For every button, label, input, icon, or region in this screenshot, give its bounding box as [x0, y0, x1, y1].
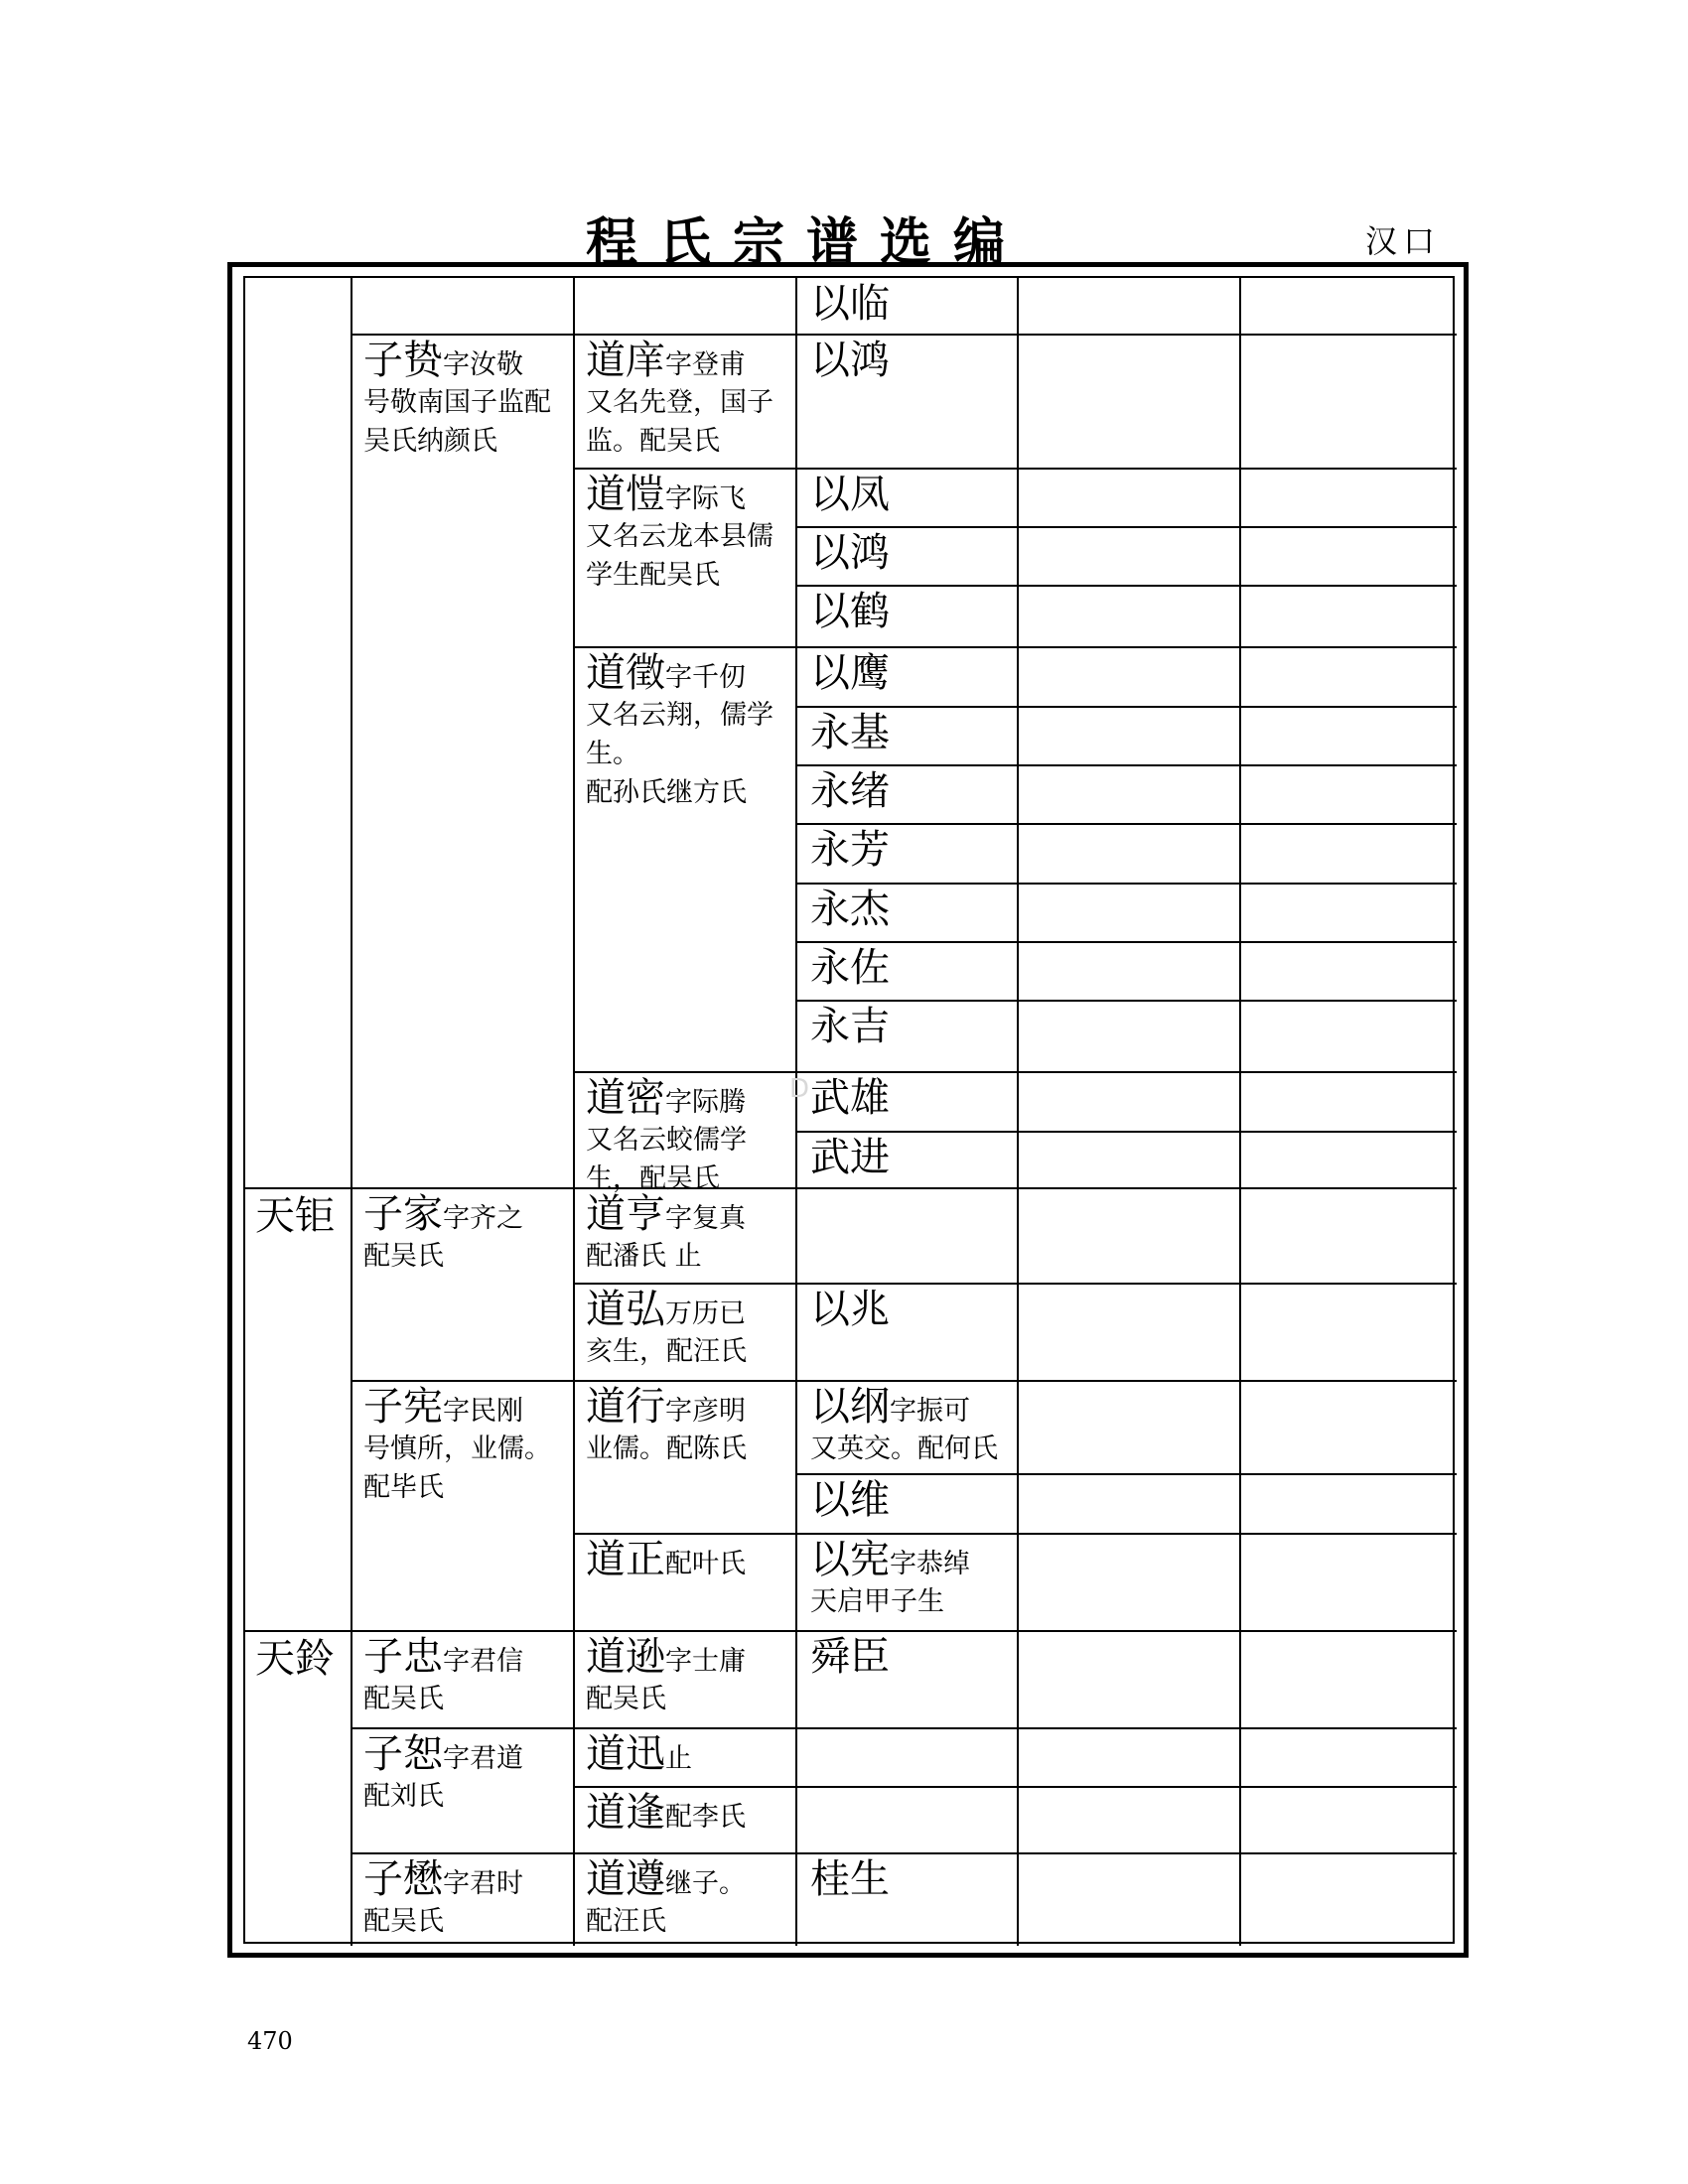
courtesy-name: 字复真: [665, 1203, 746, 1234]
tian-name: 天鈴: [255, 1636, 335, 1682]
person-note: 配吴氏: [363, 1241, 444, 1272]
person-note: 配刘氏: [363, 1781, 444, 1812]
yi-generation-name: 永吉: [810, 1004, 890, 1049]
person-note: 又英交。配何氏: [810, 1433, 998, 1464]
place-label: 汉口: [1365, 222, 1442, 260]
courtesy-name: 字恭绰: [890, 1549, 970, 1579]
person-note: 又名云蛟儒学生，配吴氏: [586, 1125, 747, 1195]
yi-generation-name: 桂生: [810, 1856, 890, 1902]
person-name: 道逢: [586, 1790, 665, 1836]
person-note: 配汪氏: [586, 1906, 666, 1937]
person-name: 子贽: [363, 338, 443, 383]
dao-generation-entry: [574, 469, 796, 595]
person-name: 子懋: [363, 1856, 443, 1902]
person-name: 道密: [586, 1075, 665, 1121]
dao-generation-entry: [574, 1072, 796, 1198]
zi-generation-entry: [352, 335, 574, 461]
person-name: 道愷: [586, 472, 665, 517]
person-name: 道亨: [586, 1191, 665, 1237]
person-name: 子家: [363, 1191, 443, 1237]
yi-generation-name: 永杰: [810, 887, 890, 932]
courtesy-name: 继子。: [665, 1868, 746, 1899]
yi-generation-name: 以鸿: [810, 530, 890, 576]
person-name: 道弘: [586, 1287, 665, 1332]
person-note-spouse: 配孙氏继方氏: [586, 777, 747, 809]
yi-generation-name: 永绪: [810, 768, 890, 814]
person-name: 子忠: [363, 1634, 443, 1680]
person-note: 亥生，配汪氏: [586, 1336, 747, 1367]
yi-generation-name: 以临: [810, 281, 890, 327]
courtesy-name: 字彦明: [665, 1396, 746, 1427]
person-note: 又名先登，国子监。配吴氏: [586, 387, 774, 458]
person-name: 道正: [586, 1537, 665, 1582]
courtesy-name: 万历已: [665, 1298, 746, 1329]
yi-generation-name: 以鸿: [810, 338, 890, 383]
person-note: 又名云龙本县儒学生配吴氏: [586, 521, 774, 592]
zi-generation-entry: [352, 1728, 574, 1816]
watermark: D: [789, 1074, 810, 1104]
person-note: 天启甲子生: [810, 1586, 944, 1617]
dao-generation-entry: [574, 1534, 796, 1582]
person-note: 号慎所，业儒。配毕氏: [363, 1433, 551, 1504]
page-title: 程氏宗谱选编: [586, 212, 1028, 273]
person-name: 子恕: [363, 1731, 443, 1777]
page-number: 470: [247, 2027, 293, 2055]
courtesy-name: 字千仞: [665, 662, 746, 693]
courtesy-name: 配李氏: [665, 1802, 746, 1833]
person-note: 配吴氏: [363, 1906, 444, 1937]
courtesy-name: 字君时: [443, 1868, 523, 1899]
courtesy-name: 字君道: [443, 1743, 523, 1774]
genealogy-table: [243, 276, 1455, 1944]
zi-generation-entry: [352, 1188, 574, 1276]
courtesy-name: 字齐之: [443, 1203, 523, 1234]
courtesy-name: 字汝敬: [443, 349, 523, 380]
courtesy-name: 字际腾: [665, 1087, 746, 1118]
courtesy-name: 字士庸: [665, 1646, 746, 1677]
dao-generation-entry: [574, 1188, 796, 1276]
zi-generation-entry: [352, 1631, 574, 1718]
genealogy-table-frame: [227, 262, 1469, 1958]
dao-generation-entry: [574, 1853, 796, 1941]
person-note: 又名云翔，儒学生。: [586, 700, 774, 770]
dao-generation-entry: [574, 1631, 796, 1718]
yi-generation-name: 永芳: [810, 827, 890, 873]
dao-generation-entry: [574, 1787, 796, 1836]
courtesy-name: 字际飞: [665, 483, 746, 514]
dao-generation-entry: [574, 1728, 796, 1777]
person-name: 道行: [586, 1384, 665, 1430]
yi-generation-name: 以鹤: [810, 589, 890, 634]
courtesy-name: 止: [665, 1743, 692, 1774]
person-name: 以纲: [810, 1384, 890, 1430]
yi-generation-name: 以凤: [810, 472, 890, 517]
dao-generation-entry: [574, 647, 796, 812]
courtesy-name: 配叶氏: [665, 1549, 746, 1579]
person-name: 以宪: [810, 1537, 890, 1582]
yi-generation-name: 以兆: [810, 1287, 890, 1332]
yi-generation-name: 永基: [810, 710, 890, 755]
person-note: 业儒。配陈氏: [586, 1433, 747, 1464]
person-name: 道遵: [586, 1856, 665, 1902]
yi-generation-entry: [796, 1534, 1018, 1621]
dao-generation-entry: [574, 335, 796, 461]
yi-generation-name: 以鹰: [810, 650, 890, 696]
yi-generation-name: 永佐: [810, 945, 890, 991]
courtesy-name: 字君信: [443, 1646, 523, 1677]
person-note: 配潘氏 止: [586, 1241, 702, 1272]
yi-generation-name: 武雄: [810, 1075, 890, 1121]
person-note: 号敬南国子监配吴氏纳颜氏: [363, 387, 551, 458]
person-note: 配吴氏: [363, 1684, 444, 1714]
person-name: 道庠: [586, 338, 665, 383]
courtesy-name: 字登甫: [665, 349, 746, 380]
person-name: 道徵: [586, 650, 665, 696]
yi-generation-entry: [796, 1381, 1018, 1468]
zi-generation-entry: [352, 1381, 574, 1507]
courtesy-name: 字民刚: [443, 1396, 523, 1427]
person-name: 道逊: [586, 1634, 665, 1680]
courtesy-name: 字振可: [890, 1396, 970, 1427]
zi-generation-entry: [352, 1853, 574, 1941]
dao-generation-entry: [574, 1284, 796, 1371]
person-note: 配吴氏: [586, 1684, 666, 1714]
person-name: 道迅: [586, 1731, 665, 1777]
yi-generation-name: 以维: [810, 1477, 890, 1523]
dao-generation-entry: [574, 1381, 796, 1468]
person-name: 子宪: [363, 1384, 443, 1430]
yi-generation-name: 舜臣: [810, 1634, 890, 1680]
yi-generation-name: 武进: [810, 1135, 890, 1180]
tian-name: 天钜: [255, 1193, 335, 1239]
